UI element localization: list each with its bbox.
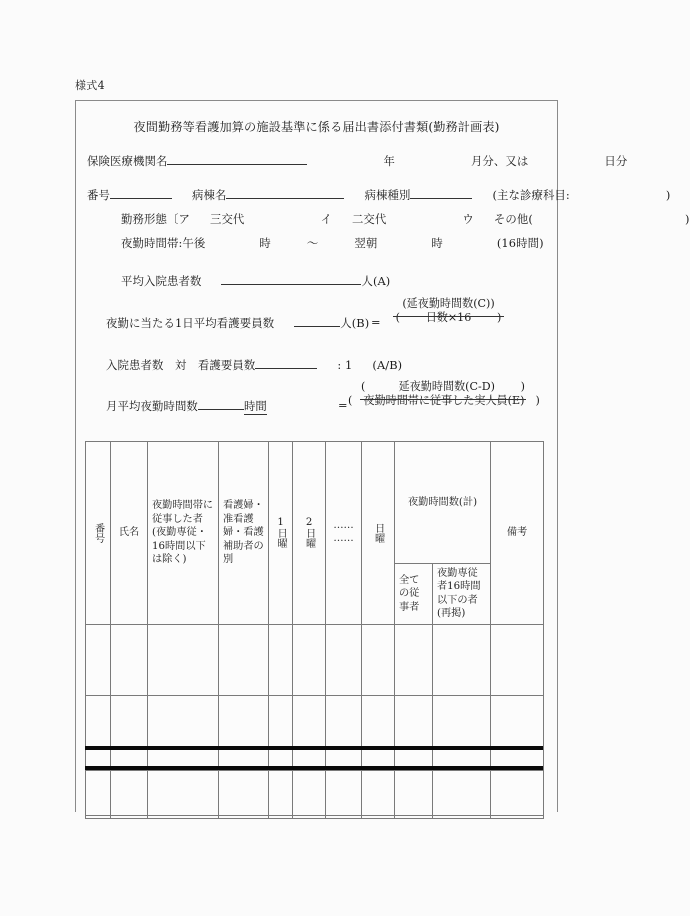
- table-thick-separator-top: [85, 746, 543, 750]
- cell-all-workers[interactable]: [395, 695, 433, 770]
- monthly-avg-input[interactable]: [198, 409, 244, 410]
- work-schedule-summary-table: [85, 770, 544, 816]
- summary-cell-day-n[interactable]: [362, 771, 395, 816]
- th-ellipsis-top: ……: [333, 520, 354, 532]
- shift-option-i-marker: イ: [320, 212, 332, 226]
- ratio-input[interactable]: [255, 368, 317, 369]
- ward-name-label: 病棟名: [191, 188, 227, 202]
- monthly-avg-denominator: ( 夜勤時間帯に従事した実人員(E) ): [348, 394, 540, 408]
- shift-pattern-row: [121, 211, 690, 227]
- summary-cell-name[interactable]: [111, 771, 148, 816]
- monthly-avg-fraction: [348, 380, 538, 408]
- ward-name-input[interactable]: [226, 198, 344, 199]
- avg-nurses-code: (B): [351, 316, 370, 330]
- form-number-label: 様式4: [75, 79, 105, 92]
- cell-day-1[interactable]: [269, 624, 293, 695]
- department-close-paren: ): [665, 188, 671, 202]
- institution-input[interactable]: [167, 164, 307, 165]
- avg-patients-label: 平均入院患者数: [121, 274, 202, 288]
- cell-days-mid[interactable]: [326, 695, 362, 770]
- th-night-hours-group: [395, 442, 491, 564]
- monthly-avg-unit: 時間: [243, 399, 267, 413]
- th-dedicated-text: 夜勤専従者16時間以下の者(再掲): [437, 568, 481, 620]
- summary-cell-dedicated[interactable]: [433, 771, 491, 816]
- cell-day-2[interactable]: [293, 624, 326, 695]
- table-row[interactable]: [86, 624, 544, 695]
- cell-dedicated[interactable]: [433, 695, 491, 770]
- cell-name[interactable]: [111, 695, 148, 770]
- th-night-hours-group-text: 夜勤時間数(計): [407, 496, 478, 508]
- th-remarks: 備考: [491, 442, 544, 625]
- th-day-2: 2日曜: [293, 442, 326, 625]
- work-schedule-table: [85, 441, 544, 819]
- institution-row: [87, 153, 627, 169]
- monthly-avg-equals: =: [338, 398, 348, 412]
- cell-remarks[interactable]: [491, 695, 544, 770]
- day-label: 日分: [604, 154, 628, 168]
- cell-name[interactable]: [111, 624, 148, 695]
- night-shift-hours-row: [121, 235, 544, 251]
- ward-type-input[interactable]: [410, 198, 472, 199]
- monthly-avg-label: 月平均夜勤時間数: [106, 399, 198, 413]
- patient-nurse-ratio-row: [106, 357, 402, 373]
- document-title: 夜間勤務等看護加算の施設基準に係る届出書添付書類(勤務計画表): [133, 120, 500, 134]
- avg-nurses-row: [106, 315, 369, 331]
- cell-number[interactable]: [86, 695, 111, 770]
- th-ellipsis: [326, 442, 362, 625]
- summary-cell-remarks[interactable]: [491, 771, 544, 816]
- cell-all-workers[interactable]: [395, 624, 433, 695]
- avg-nurses-fraction: [381, 297, 516, 325]
- cell-dedicated[interactable]: [433, 624, 491, 695]
- th-day-1: 1日曜: [269, 442, 293, 625]
- summary-cell-staff-type[interactable]: [219, 771, 269, 816]
- summary-cell-engaged[interactable]: [148, 771, 219, 816]
- ward-row: [87, 187, 670, 203]
- night-shift-total: (16時間): [496, 236, 544, 250]
- shift-pattern-label: 勤務形態〔ア: [121, 212, 190, 226]
- monthly-avg-numerator: ( 延夜勤時間数(C-D) ): [360, 380, 525, 393]
- cell-day-n[interactable]: [362, 624, 395, 695]
- cell-day-1[interactable]: [269, 695, 293, 770]
- avg-nurses-input[interactable]: [294, 326, 340, 327]
- night-shift-hour-start[interactable]: 時: [259, 236, 271, 250]
- night-shift-next-morning: 翌朝: [354, 236, 378, 250]
- avg-patients-row: [121, 273, 390, 289]
- cell-engaged[interactable]: [148, 624, 219, 695]
- month-label: 月分、又は: [470, 154, 529, 168]
- ward-number-label: 番号: [87, 188, 110, 202]
- cell-staff-type[interactable]: [219, 695, 269, 770]
- th-engaged-text: 夜勤時間帯に従事した者(夜勤専従・16時間以下は除く): [152, 500, 214, 566]
- cell-remarks[interactable]: [491, 624, 544, 695]
- night-shift-tilde: ～: [306, 236, 319, 250]
- summary-cell-number[interactable]: [86, 771, 111, 816]
- summary-cell-all-workers[interactable]: [395, 771, 433, 816]
- th-staff-type-text: 看護婦・准看護婦・看護補助者の別: [223, 500, 264, 566]
- avg-patients-code: (A): [372, 274, 391, 288]
- ward-type-label: 病棟種別: [364, 188, 411, 202]
- avg-nurses-unit: 人: [340, 316, 352, 330]
- ward-number-input[interactable]: [110, 198, 172, 199]
- institution-label: 保険医療機関名: [87, 154, 168, 168]
- year-label: 年: [383, 154, 395, 168]
- ratio-label: 入院患者数 対 看護要員数: [106, 358, 256, 372]
- night-shift-hour-end[interactable]: 時: [431, 236, 443, 250]
- avg-patients-input[interactable]: [221, 284, 361, 285]
- avg-patients-unit: 人: [361, 274, 373, 288]
- summary-cell-day-2[interactable]: [293, 771, 326, 816]
- avg-nurses-equals: =: [371, 315, 381, 329]
- shift-option-u-marker: ウ: [462, 212, 474, 226]
- th-engaged: [148, 442, 219, 625]
- summary-row[interactable]: [86, 771, 544, 816]
- table-header-row: [86, 442, 544, 564]
- th-name: 氏名: [111, 442, 148, 625]
- th-number: 番号: [86, 442, 111, 625]
- shift-option-close-paren: ): [684, 212, 690, 226]
- th-all-workers-text: 全ての従事者: [399, 574, 420, 613]
- summary-cell-days-mid[interactable]: [326, 771, 362, 816]
- monthly-avg-fraction-bar: [360, 399, 526, 400]
- cell-engaged[interactable]: [148, 695, 219, 770]
- th-day-n: 日曜: [362, 442, 395, 625]
- cell-day-n[interactable]: [362, 695, 395, 770]
- th-dedicated: [433, 564, 491, 625]
- monthly-avg-row: [106, 398, 267, 415]
- shift-option-three-shift[interactable]: 三交代: [209, 212, 245, 226]
- avg-nurses-denominator: ( 日数×16 ): [395, 311, 502, 325]
- night-shift-label: 夜勤時間帯:午後: [121, 236, 206, 250]
- cell-number[interactable]: [86, 624, 111, 695]
- ratio-colon-one: : 1: [337, 358, 353, 372]
- avg-nurses-fraction-bar: [393, 316, 504, 317]
- cell-staff-type[interactable]: [219, 624, 269, 695]
- cell-day-2[interactable]: [293, 695, 326, 770]
- cell-days-mid[interactable]: [326, 624, 362, 695]
- shift-option-two-shift[interactable]: 二交代: [351, 212, 387, 226]
- avg-nurses-label: 夜勤に当たる1日平均看護要員数: [106, 316, 275, 330]
- summary-cell-day-1[interactable]: [269, 771, 293, 816]
- shift-option-other[interactable]: その他(: [493, 212, 533, 226]
- th-staff-type: [219, 442, 269, 625]
- th-all-workers: [395, 564, 433, 625]
- department-label: (主な診療科目:: [492, 188, 570, 202]
- th-ellipsis-bottom: ……: [333, 532, 354, 544]
- ratio-code: (A/B): [372, 358, 403, 372]
- table-row[interactable]: [86, 695, 544, 770]
- avg-nurses-numerator: (延夜勤時間数(C)): [402, 297, 495, 310]
